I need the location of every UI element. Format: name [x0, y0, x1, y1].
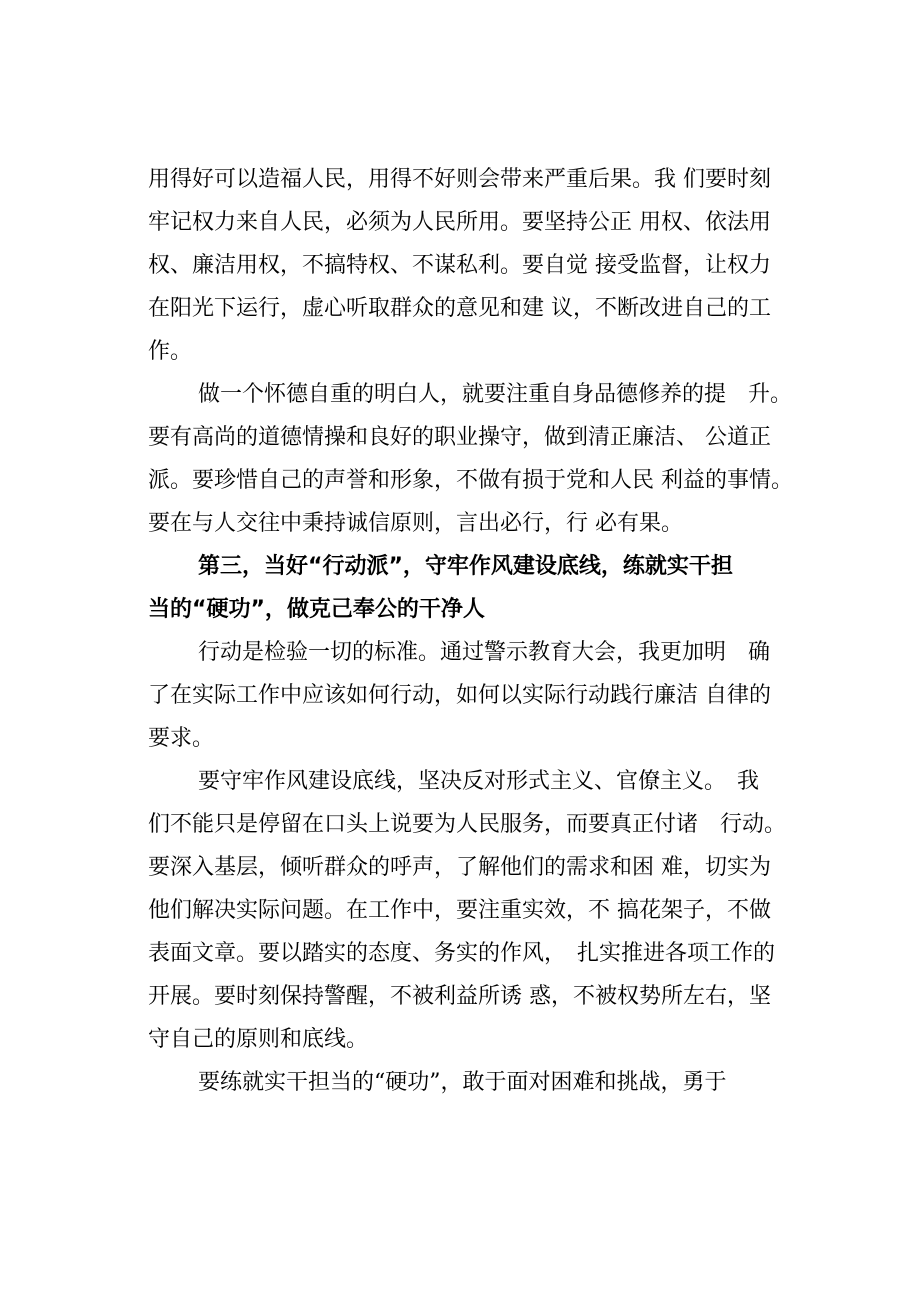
text-line: 作。	[148, 339, 193, 364]
paragraph-1	[148, 158, 808, 373]
heading-line: 第三，当好“行动派”，守牢作风建设底线，练就实干担	[198, 554, 733, 579]
text-line: 在阳光下运行，虚心听取群众的意见和建 议，不断改进自己的工	[148, 296, 771, 321]
text-line: 行动是检验一切的标准。通过警示教育大会，我更加明 确	[198, 640, 771, 665]
text-line: 要有高尚的道德情操和良好的职业操守，做到清正廉洁、 公道正	[148, 425, 771, 450]
text-line: 权、廉洁用权，不搞特权、不谋私利。要自觉 接受监督，让权力	[148, 253, 771, 278]
text-line: 要在与人交往中秉持诚信原则，言出必行，行 必有果。	[148, 511, 683, 536]
text-line: 要守牢作风建设底线，坚决反对形式主义、官僚主义。 我	[198, 769, 760, 794]
text-line: 派。要珍惜自己的声誉和形象，不做有损于党和人民 利益的事情。	[148, 468, 793, 493]
text-line: 了在实际工作中应该如何行动，如何以实际行动践行廉洁 自律的	[148, 683, 771, 708]
text-line: 做一个怀德自重的明白人，就要注重自身品德修养的提 升。	[198, 382, 793, 407]
text-line: 们不能只是停留在口头上说要为人民服务，而要真正付诸 行动。	[148, 812, 787, 837]
paragraph-2	[148, 373, 808, 545]
section-heading	[148, 545, 808, 631]
heading-line: 当的“硬功”，做克己奉公的干净人	[148, 597, 485, 622]
text-line: 要练就实干担当的“硬功”，敢于面对困难和挑战，勇于	[198, 1070, 727, 1095]
text-line: 牢记权力来自人民，必须为人民所用。要坚持公正 用权、依法用	[148, 210, 771, 235]
text-line: 要求。	[148, 726, 215, 751]
paragraph-4	[148, 760, 808, 1061]
text-line: 他们解决实际问题。在工作中，要注重实效，不 搞花架子，不做	[148, 898, 771, 923]
document-body	[148, 158, 808, 1104]
text-line: 要深入基层，倾听群众的呼声，了解他们的需求和困 难，切实为	[148, 855, 771, 880]
text-line: 开展。要时刻保持警醒，不被利益所诱 惑，不被权势所左右，坚	[148, 984, 771, 1009]
paragraph-5	[148, 1061, 808, 1104]
paragraph-3	[148, 631, 808, 760]
text-line: 守自己的原则和底线。	[148, 1027, 369, 1052]
text-line: 表面文章。要以踏实的态度、务实的作风， 扎实推进各项工作的	[148, 941, 776, 966]
text-line: 用得好可以造福人民，用得不好则会带来严重后果。我 们要时刻	[148, 167, 771, 192]
